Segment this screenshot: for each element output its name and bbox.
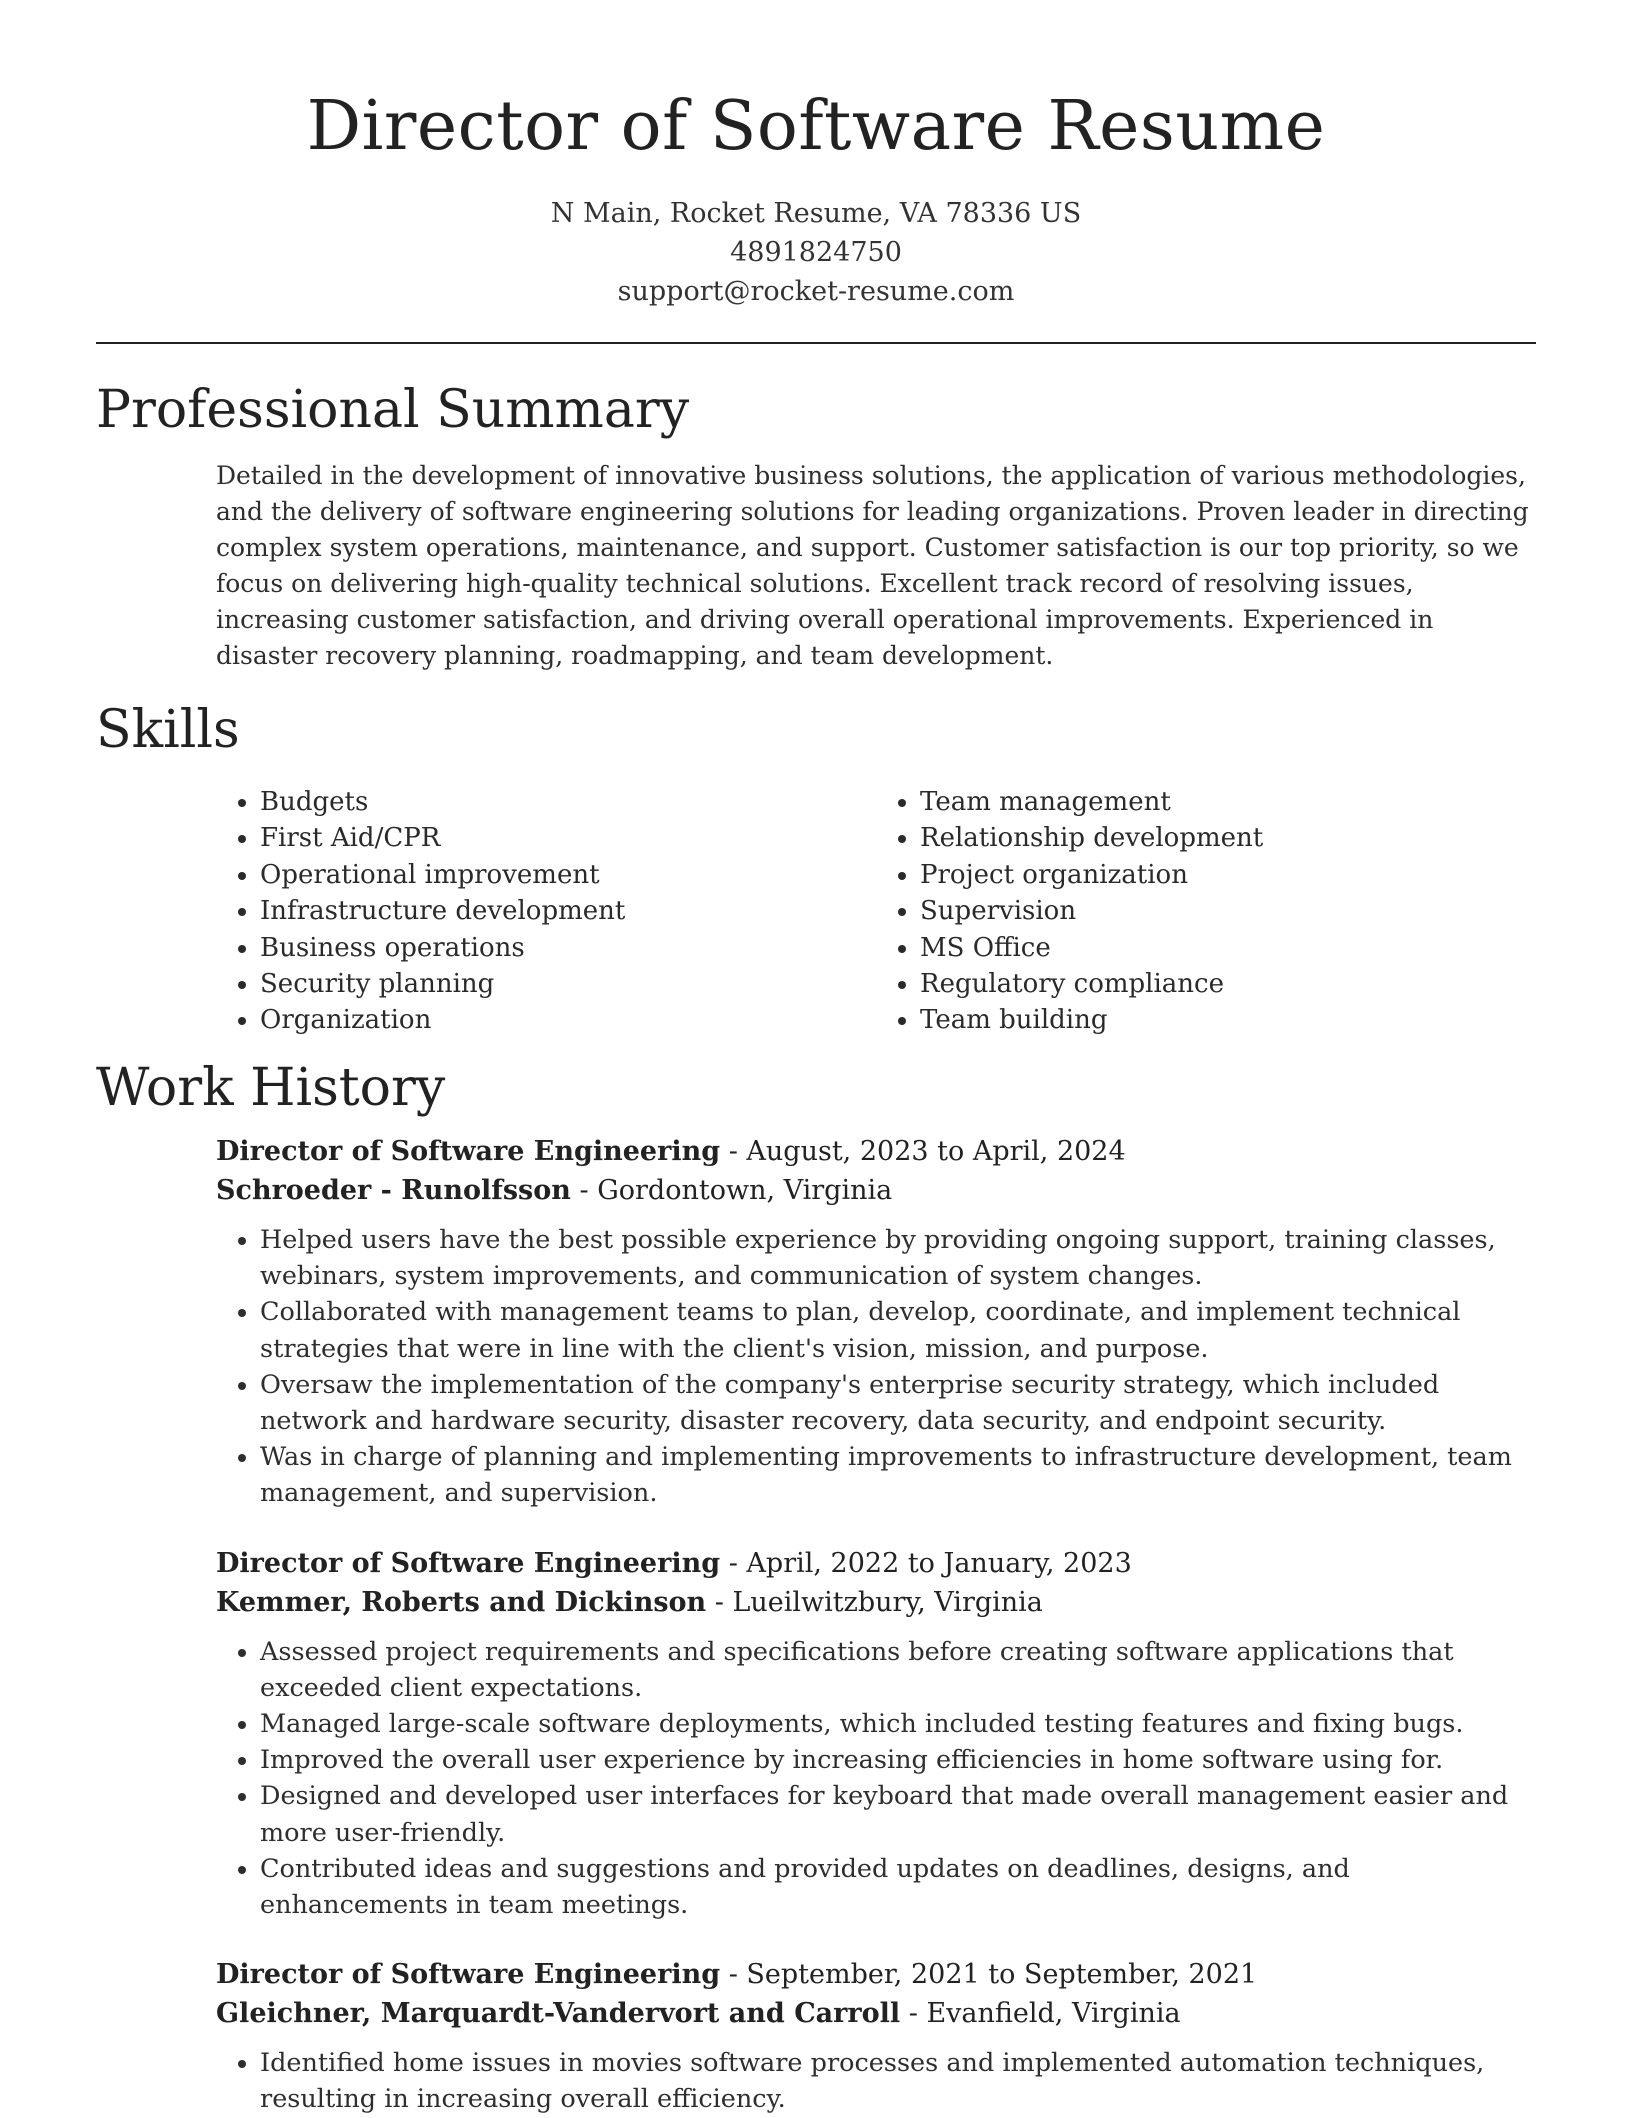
contact-email: support@rocket-resume.com bbox=[617, 276, 1015, 307]
skill-item: • Team building bbox=[920, 1002, 1536, 1038]
skill-item: • Infrastructure development bbox=[260, 893, 876, 929]
job-bullet: • Contributed ideas and suggestions and provided updates on deadlines, designs, and enhancements in team meetings. bbox=[260, 1851, 1536, 1923]
job-bullet: • Managed large-scale software deployments, which included testing features and fixing bugs. bbox=[260, 1706, 1536, 1742]
summary-heading: Professional Summary bbox=[96, 380, 690, 440]
job-title: Director of Software Engineering bbox=[216, 1547, 721, 1579]
job-bullet: • Helped users have the best possible experience by providing ongoing support, training classes, webinars, system improvements, and communication of system changes. bbox=[260, 1222, 1536, 1294]
job-dates: April, 2022 to January, 2023 bbox=[746, 1547, 1132, 1579]
skills-list-right bbox=[876, 784, 1536, 1039]
contact-info bbox=[0, 194, 1632, 311]
contact-phone: 4891824750 bbox=[730, 237, 902, 268]
skill-item: • Organization bbox=[260, 1002, 876, 1038]
skill-item: • Budgets bbox=[260, 784, 876, 820]
job-dates: August, 2023 to April, 2024 bbox=[746, 1136, 1126, 1167]
job-bullet: • Identified home issues in movies software processes and implemented automation techniques, resulting in increasing overall efficiency. bbox=[260, 2045, 1536, 2117]
job-title: Director of Software Engineering bbox=[216, 1136, 721, 1167]
skill-item: • Business operations bbox=[260, 930, 876, 966]
skill-item: • Security planning bbox=[260, 966, 876, 1002]
job-title-line: Director of Software Engineering - April, 2022 to January, 2023 bbox=[216, 1547, 1132, 1579]
summary-section bbox=[96, 378, 1536, 674]
job-location: Evanfield, Virginia bbox=[926, 1998, 1181, 2030]
skills-list-left bbox=[216, 784, 876, 1039]
job-entry bbox=[216, 1132, 1536, 1512]
job-dates: September, 2021 to September, 2021 bbox=[746, 1959, 1258, 1991]
skill-item: • Relationship development bbox=[920, 820, 1536, 856]
header-divider bbox=[96, 342, 1536, 344]
job-bullets bbox=[216, 2045, 1536, 2117]
skills-heading: Skills bbox=[96, 700, 240, 760]
job-company-line: Schroeder - Runolfsson - Gordontown, Virginia bbox=[216, 1175, 893, 1206]
job-bullets bbox=[216, 1222, 1536, 1512]
job-company-line: Kemmer, Roberts and Dickinson - Lueilwitzbury, Virginia bbox=[216, 1586, 1043, 1618]
job-title: Director of Software Engineering bbox=[216, 1959, 721, 1991]
job-location: Gordontown, Virginia bbox=[597, 1175, 893, 1206]
job-bullet: • Improved the overall user experience by increasing efficiencies in home software using for. bbox=[260, 1742, 1536, 1778]
work-history-section bbox=[96, 1056, 1536, 2118]
skills-section bbox=[96, 698, 1536, 1039]
skill-item: • Regulatory compliance bbox=[920, 966, 1536, 1002]
skill-item: • Operational improvement bbox=[260, 857, 876, 893]
job-company: Gleichner, Marquardt-Vandervort and Carroll bbox=[216, 1998, 901, 2030]
job-title-line: Director of Software Engineering - August, 2023 to April, 2024 bbox=[216, 1136, 1126, 1167]
job-bullet: • Assessed project requirements and specifications before creating software applications that exceeded client expectations. bbox=[260, 1634, 1536, 1706]
job-title-line: Director of Software Engineering - September, 2021 to September, 2021 bbox=[216, 1959, 1258, 1991]
contact-address: N Main, Rocket Resume, VA 78336 US bbox=[550, 198, 1082, 229]
summary-text: Detailed in the development of innovative business solutions, the application of various methodologies, and the delivery of software engineering solutions for leading organizations. Proven leader in directing complex system operations, maintenance, and support. Customer satisfaction is our top priority, so we focus on delivering high-quality technical solutions. Excellent track record of resolving issues, increasing customer satisfaction, and driving overall operational improvements. Experienced in disaster recovery planning, roadmapping, and team development. bbox=[216, 461, 1529, 670]
job-company: Schroeder - Runolfsson bbox=[216, 1175, 571, 1206]
job-bullet: • Was in charge of planning and implementing improvements to infrastructure development, team management, and supervision. bbox=[260, 1439, 1536, 1511]
resume-header bbox=[0, 0, 1632, 311]
job-bullets bbox=[216, 1634, 1536, 1924]
job-company-line: Gleichner, Marquardt-Vandervort and Carroll - Evanfield, Virginia bbox=[216, 1998, 1181, 2030]
skill-item: • Supervision bbox=[920, 893, 1536, 929]
job-bullet: • Oversaw the implementation of the company's enterprise security strategy, which included network and hardware security, disaster recovery, data security, and endpoint security. bbox=[260, 1367, 1536, 1439]
job-location: Lueilwitzbury, Virginia bbox=[732, 1586, 1043, 1618]
job-entry bbox=[216, 1955, 1536, 2117]
skill-item: • Team management bbox=[920, 784, 1536, 820]
skill-item: • First Aid/CPR bbox=[260, 820, 876, 856]
resume-title: Director of Software Resume bbox=[306, 87, 1326, 166]
job-entry bbox=[216, 1544, 1536, 1924]
skills-columns bbox=[216, 784, 1536, 1039]
skill-item: • Project organization bbox=[920, 857, 1536, 893]
work-history-heading: Work History bbox=[96, 1058, 446, 1118]
skill-item: • MS Office bbox=[920, 930, 1536, 966]
job-bullet: • Designed and developed user interfaces for keyboard that made overall management easier and more user-friendly. bbox=[260, 1778, 1536, 1850]
job-bullet: • Collaborated with management teams to plan, develop, coordinate, and implement technical strategies that were in line with the client's vision, mission, and purpose. bbox=[260, 1294, 1536, 1366]
job-company: Kemmer, Roberts and Dickinson bbox=[216, 1586, 707, 1618]
